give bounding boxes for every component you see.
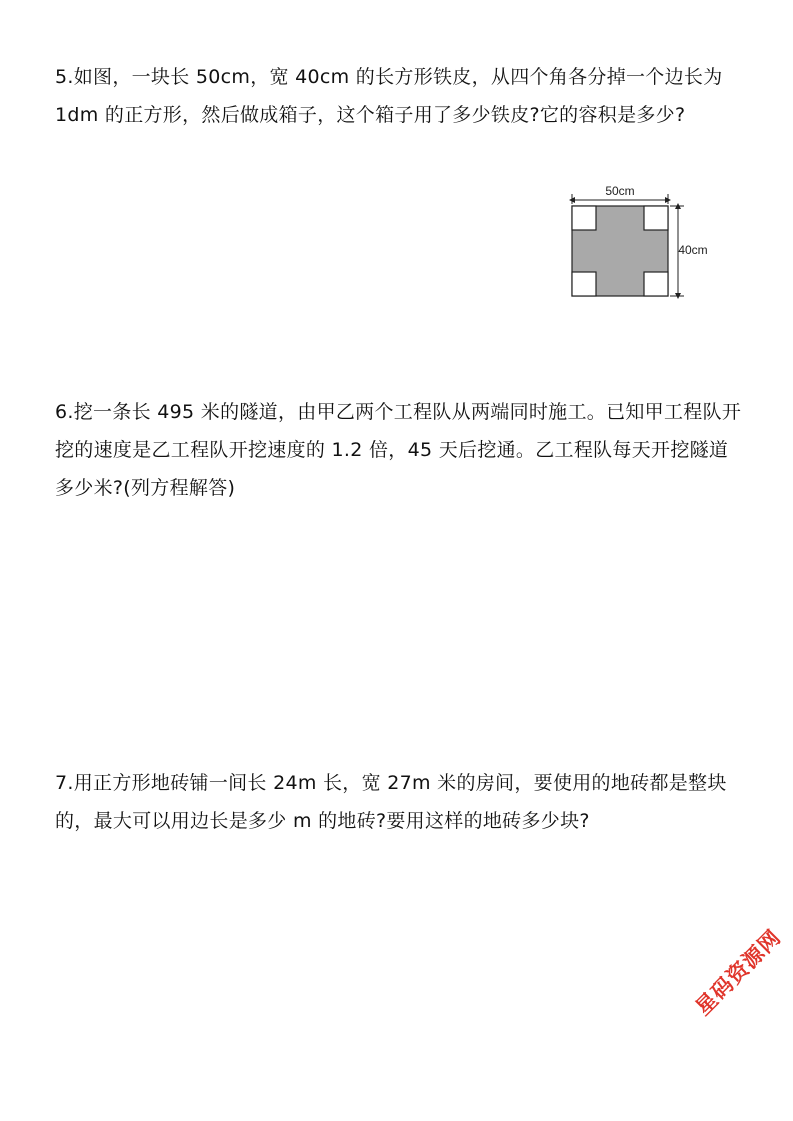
corner-square-bottom-left (572, 272, 596, 296)
problem-5: 5.如图，一块长 50cm，宽 40cm 的长方形铁皮，从四个角各分掉一个边长为 1dm 的正方形，然后做成箱子，这个箱子用了多少铁皮?它的容积是多少? (55, 66, 723, 126)
width-label: 50cm (605, 184, 635, 198)
problem-7: 7.用正方形地砖铺一间长 24m 长，宽 27m 米的房间，要使用的地砖都是整块的，最大可以用边长是多少 m 的地砖?要用这样的地砖多少块? (55, 772, 727, 832)
sheet-metal-svg (560, 178, 720, 306)
problem-6: 6.挖一条长 495 米的隧道，由甲乙两个工程队从两端同时施工。已知甲工程队开挖的速度是乙工程队开挖速度的 1.2 倍，45 天后挖通。乙工程队每天开挖隧道多少米?(列方程解答) (55, 401, 742, 499)
corner-square-top-left (572, 206, 596, 230)
corner-square-bottom-right (644, 272, 668, 296)
height-label: 40cm (678, 243, 708, 257)
sheet-metal-diagram (560, 178, 720, 306)
corner-square-top-right (644, 206, 668, 230)
watermark: 星码资源网 (690, 925, 786, 1020)
